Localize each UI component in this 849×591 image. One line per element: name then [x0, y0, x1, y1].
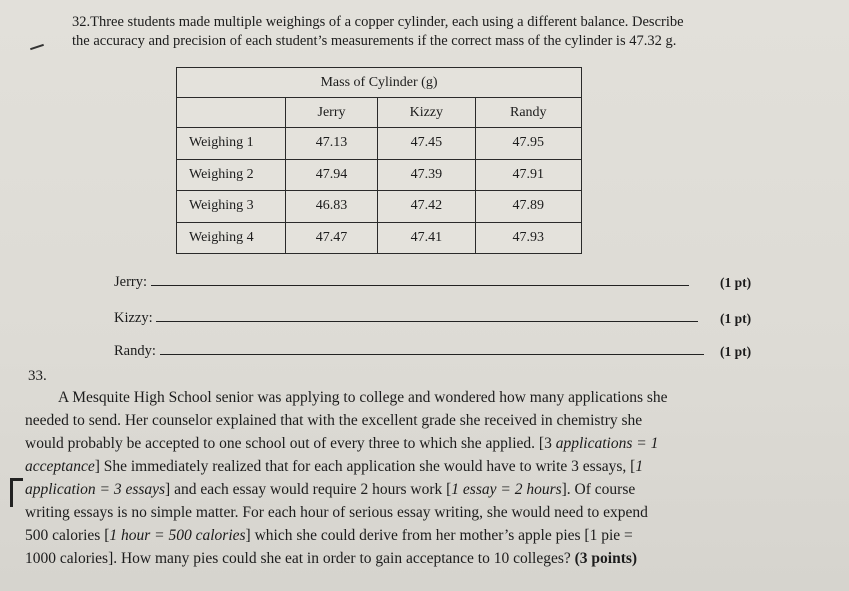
row-label: Weighing 2 [177, 159, 286, 191]
answer-blank[interactable] [151, 284, 689, 286]
conversion-factor: 1 [635, 458, 644, 475]
text-span: 1000 calories]. How many pies could she eat in order to gain acceptance to 10 colleges? [25, 550, 575, 567]
table-cell: 47.13 [286, 128, 378, 160]
answer-line-kizzy[interactable] [114, 310, 698, 327]
table-row [177, 128, 582, 160]
text-span: ] which she could derive from her mother’s apple pies [1 pie = [245, 527, 633, 544]
question-32-text-line1: 32.Three students made multiple weighings of a copper cylinder, each using a different balance. Describe [72, 14, 684, 30]
table-header-jerry: Jerry [286, 98, 378, 128]
pen-mark [30, 44, 44, 50]
question-33-line: writing essays is no simple matter. For each hour of serious essay writing, she would need to expend [25, 504, 648, 521]
table-header-kizzy: Kizzy [378, 98, 476, 128]
answer-label: Jerry: [114, 274, 148, 290]
row-label: Weighing 3 [177, 191, 286, 223]
question-33-line [25, 481, 825, 499]
text-span: 500 calories [ [25, 527, 110, 544]
table-cell: 47.94 [286, 159, 378, 191]
question-33-line [25, 527, 825, 545]
row-label: Weighing 1 [177, 128, 286, 160]
table-cell: 46.83 [286, 191, 378, 223]
answer-line-jerry[interactable] [114, 274, 689, 291]
table-cell: 47.41 [378, 222, 476, 254]
text-span: ]. Of course [561, 481, 636, 498]
question-32-text-line2: the accuracy and precision of each student’s measurements if the correct mass of the cylinder is 47.32 g. [72, 33, 677, 49]
table-cell: 47.39 [378, 159, 476, 191]
answer-line-randy[interactable] [114, 343, 704, 360]
question-33-number: 33. [28, 368, 47, 384]
table-cell: 47.93 [475, 222, 581, 254]
table-header-randy: Randy [475, 98, 581, 128]
table-cell: 47.95 [475, 128, 581, 160]
table-cell: 47.89 [475, 191, 581, 223]
points-label: (3 points) [574, 550, 638, 567]
points-label: (1 pt) [720, 344, 752, 359]
table-row [177, 222, 582, 254]
table-cell: 47.91 [475, 159, 581, 191]
conversion-factor: applications = 1 [555, 435, 659, 452]
table-cell: 47.42 [378, 191, 476, 223]
text-span: ] She immediately realized that for each application she would have to write 3 essays, [ [94, 458, 636, 475]
row-label: Weighing 4 [177, 222, 286, 254]
question-33-line [25, 458, 825, 476]
conversion-factor: application = 3 essays [25, 481, 166, 498]
answer-label: Randy: [114, 343, 156, 359]
table-header-blank [177, 98, 286, 128]
answer-blank[interactable] [160, 353, 704, 355]
table-cell: 47.47 [286, 222, 378, 254]
text-span: ] and each essay would require 2 hours work [ [165, 481, 452, 498]
answer-label: Kizzy: [114, 310, 153, 326]
table-caption: Mass of Cylinder (g) [177, 68, 582, 98]
answer-blank[interactable] [156, 320, 698, 322]
conversion-factor: 1 essay = 2 hours [451, 481, 562, 498]
text-span: would probably be accepted to one school out of every three to which she applied. [3 [25, 435, 556, 452]
conversion-factor: acceptance [25, 458, 95, 475]
table-cell: 47.45 [378, 128, 476, 160]
points-label: (1 pt) [720, 275, 752, 290]
points-label: (1 pt) [720, 311, 752, 326]
question-33-line [25, 435, 825, 453]
conversion-factor: 1 hour = 500 calories [109, 527, 246, 544]
bracket-mark [10, 478, 23, 507]
mass-table [176, 67, 582, 254]
question-33-line [25, 550, 825, 568]
table-row [177, 191, 582, 223]
question-33-line: needed to send. Her counselor explained that with the excellent grade she received in chemistry she [25, 412, 643, 429]
question-33-line: A Mesquite High School senior was applying to college and wondered how many applications she [58, 389, 668, 406]
table-row [177, 159, 582, 191]
